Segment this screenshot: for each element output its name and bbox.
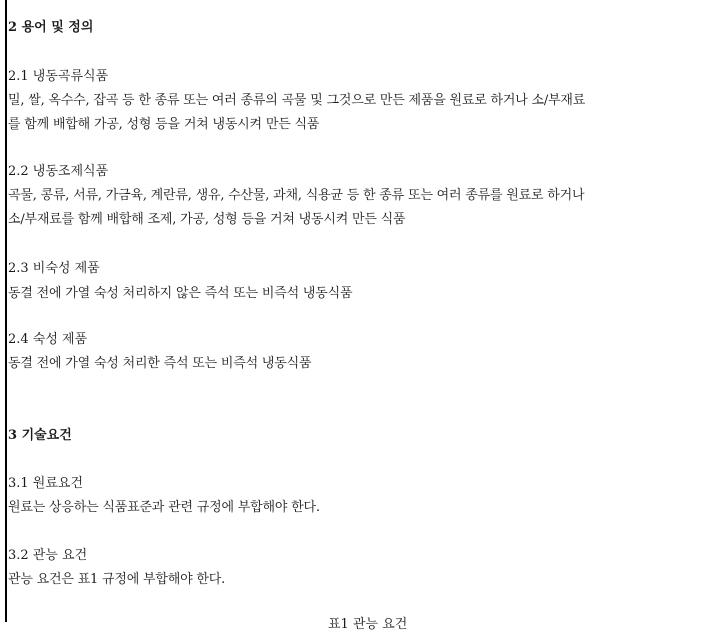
section-3-1-text-line-1: 원료는 상응하는 식품표준과 관련 규정에 부합해야 한다. <box>8 500 320 515</box>
section-2-1-title: 2.1 냉동곡류식품 <box>8 69 109 84</box>
section-2-1-text-line-1: 밀, 쌀, 옥수수, 잡곡 등 한 종류 또는 여러 종류의 곡물 및 그것으로 만든 제품을 원료로 하거나 소/부재료 <box>8 93 586 108</box>
section-2-4-text-line-1: 동결 전에 가열 숙성 처리한 즉석 또는 비즉석 냉동식품 <box>8 356 312 371</box>
section-2-2-title: 2.2 냉동조제식품 <box>8 164 109 179</box>
section-3-heading: 3 기술요건 <box>8 428 72 443</box>
section-2-4-title: 2.4 숙성 제품 <box>8 332 88 347</box>
left-margin-rule <box>5 0 7 622</box>
section-2-heading: 2 용어 및 정의 <box>8 20 94 35</box>
section-2-3-text-line-1: 동결 전에 가열 숙성 처리하지 않은 즉석 또는 비즉석 냉동식품 <box>8 286 353 301</box>
section-3-1-title: 3.1 원료요건 <box>8 476 84 491</box>
section-3-2-title: 3.2 관능 요건 <box>8 548 88 563</box>
table-1-caption: 표1 관능 요건 <box>328 617 408 632</box>
section-2-2-text-line-1: 곡물, 콩류, 서류, 가금육, 계란류, 생유, 수산물, 과채, 식용균 등 한 종류 또는 여러 종류를 원료로 하거나 <box>8 188 585 203</box>
section-2-1-text-line-2: 를 함께 배합해 가공, 성형 등을 거쳐 냉동시켜 만든 식품 <box>8 117 320 132</box>
section-2-3-title: 2.3 비숙성 제품 <box>8 261 100 276</box>
section-3-2-text-line-1: 관능 요건은 표1 규정에 부합해야 한다. <box>8 572 226 587</box>
section-2-2-text-line-2: 소/부재료를 함께 배합해 조제, 가공, 성형 등을 거쳐 냉동시켜 만든 식품 <box>8 212 406 227</box>
